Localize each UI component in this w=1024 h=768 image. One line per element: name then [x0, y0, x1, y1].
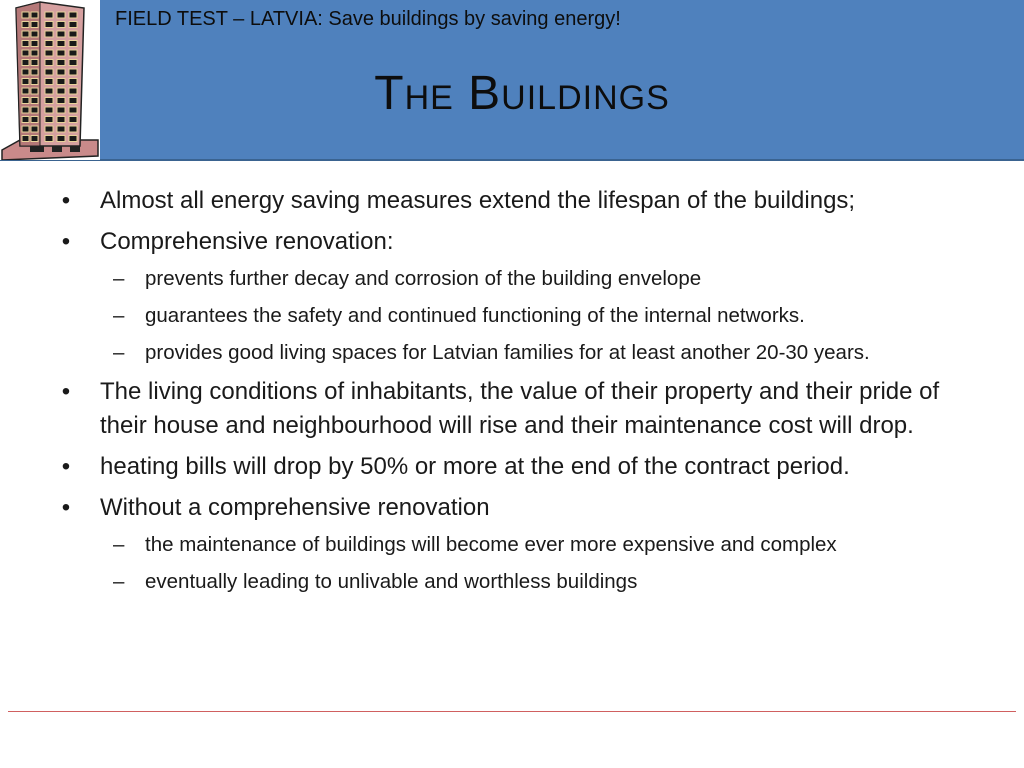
sub-bullet-marker: –: [113, 570, 125, 593]
sub-bullet-marker: –: [113, 304, 125, 327]
slide-title-text: The Buildings: [374, 67, 670, 120]
building-window: [45, 41, 53, 47]
building-window: [45, 31, 53, 37]
bullet-item: [60, 225, 960, 368]
sub-bullet-text: the maintenance of buildings will become ever more expensive and complex: [145, 533, 837, 556]
building-window: [22, 126, 29, 132]
bullet-marker: •: [61, 378, 71, 405]
building-window: [69, 31, 77, 37]
bullet-item: [60, 375, 960, 443]
building-window: [45, 60, 53, 66]
building-window: [69, 60, 77, 66]
building-window: [69, 12, 77, 18]
sub-bullet-item: [100, 337, 960, 368]
sub-bullet-item: [100, 566, 960, 597]
footer-divider: [8, 711, 1016, 712]
building-window: [45, 126, 53, 132]
sub-bullet-marker: –: [113, 267, 125, 290]
building-window: [31, 22, 38, 28]
sub-bullet-item: [100, 263, 960, 294]
building-window: [31, 126, 38, 132]
building-window: [22, 50, 29, 56]
bullet-marker: •: [61, 187, 71, 214]
sub-bullet-list: [100, 529, 960, 597]
sub-bullet-item: [100, 529, 960, 560]
building-window: [22, 31, 29, 37]
building-window: [57, 50, 65, 56]
building-window: [57, 126, 65, 132]
building-window: [31, 31, 38, 37]
building-window: [69, 126, 77, 132]
building-window: [45, 12, 53, 18]
building-window: [31, 41, 38, 47]
bullet-text: Comprehensive renovation:: [100, 228, 394, 255]
building-window: [69, 50, 77, 56]
building-window: [57, 31, 65, 37]
building-window: [57, 41, 65, 47]
building-window: [22, 41, 29, 47]
bullet-text: heating bills will drop by 50% or more at the end of the contract period.: [100, 453, 850, 480]
building-window: [57, 60, 65, 66]
bullet-marker: •: [61, 228, 71, 255]
building-window: [57, 22, 65, 28]
slide-subtitle: FIELD TEST – LATVIA: Save buildings by saving energy!: [115, 8, 621, 30]
building-window: [22, 12, 29, 18]
building-window: [45, 50, 53, 56]
building-window: [57, 12, 65, 18]
building-window: [22, 136, 29, 142]
slide-content: [60, 184, 960, 604]
building-window: [69, 22, 77, 28]
building-window: [69, 136, 77, 142]
bullet-marker: •: [61, 494, 71, 521]
sub-bullet-text: eventually leading to unlivable and worthless buildings: [145, 570, 638, 593]
sub-bullet-marker: –: [113, 533, 125, 556]
bullet-list: [60, 184, 960, 597]
building-window: [22, 22, 29, 28]
building-window: [31, 136, 38, 142]
sub-bullet-marker: –: [113, 341, 125, 364]
building-window: [31, 50, 38, 56]
bullet-marker: •: [61, 453, 71, 480]
bullet-text: Almost all energy saving measures extend the lifespan of the buildings;: [100, 187, 856, 214]
building-window: [22, 60, 29, 66]
bullet-item: [60, 450, 960, 484]
sub-bullet-list: [100, 263, 960, 368]
bullet-item: [60, 184, 960, 218]
slide-title: [0, 66, 1024, 121]
building-window: [31, 60, 38, 66]
building-window: [45, 22, 53, 28]
bullet-text: The living conditions of inhabitants, the value of their property and their pride of their house and neighbourhood will rise and their maintenance cost will drop.: [100, 378, 940, 439]
slide-header: [0, 0, 1024, 161]
building-window: [57, 136, 65, 142]
sub-bullet-item: [100, 300, 960, 331]
building-window: [31, 12, 38, 18]
building-window: [45, 136, 53, 142]
sub-bullet-text: guarantees the safety and continued functioning of the internal networks.: [145, 304, 805, 327]
building-window: [69, 41, 77, 47]
sub-bullet-text: prevents further decay and corrosion of the building envelope: [145, 267, 702, 290]
bullet-item: [60, 491, 960, 597]
bullet-text: Without a comprehensive renovation: [100, 494, 490, 521]
sub-bullet-text: provides good living spaces for Latvian families for at least another 20-30 years.: [145, 341, 870, 364]
